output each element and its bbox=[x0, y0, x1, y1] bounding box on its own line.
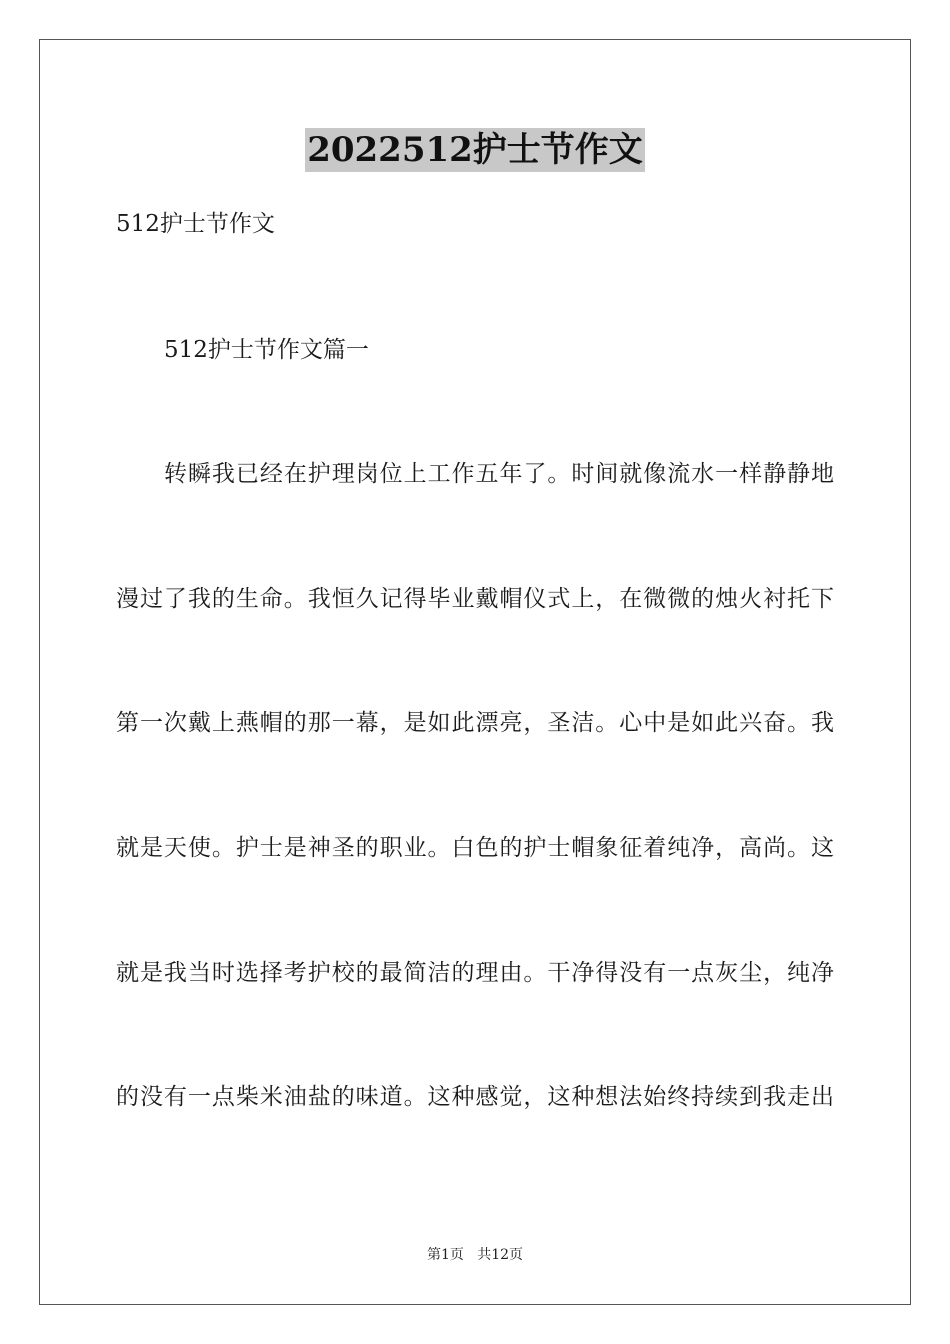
paragraph-line: 的没有一点柴米油盐的味道。这种感觉，这种想法始终持续到我走出 bbox=[116, 1084, 834, 1110]
document-subtitle: 512护士节作文 bbox=[116, 211, 275, 237]
paragraph-line: 就是天使。护士是神圣的职业。白色的护士帽象征着纯净，高尚。这 bbox=[116, 835, 834, 861]
paragraph-line: 漫过了我的生命。我恒久记得毕业戴帽仪式上，在微微的烛火衬托下 bbox=[116, 586, 834, 612]
document-title: 2022512护士节作文 bbox=[307, 130, 643, 170]
section-heading: 512护士节作文篇一 bbox=[164, 337, 369, 363]
paragraph-line: 就是我当时选择考护校的最简洁的理由。干净得没有一点灰尘，纯净 bbox=[116, 960, 834, 986]
page-footer: 第1页 共12页 bbox=[426, 1247, 524, 1263]
paragraph-line: 第一次戴上燕帽的那一幕，是如此漂亮，圣洁。心中是如此兴奋。我 bbox=[116, 710, 834, 736]
title-container bbox=[0, 128, 950, 172]
paragraph-line: 转瞬我已经在护理岗位上工作五年了。时间就像流水一样静静地 bbox=[164, 461, 834, 487]
